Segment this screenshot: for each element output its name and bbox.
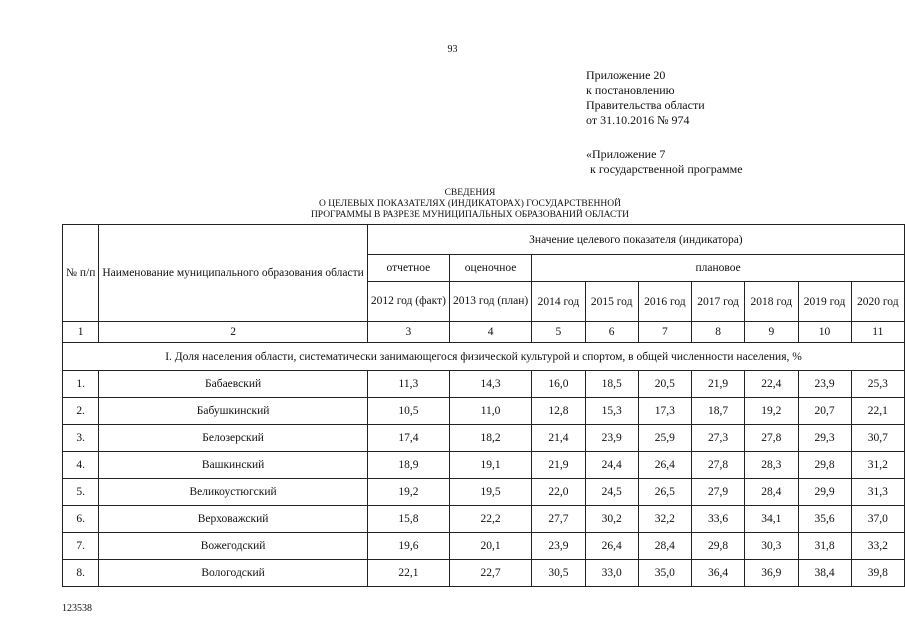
indicator-value: 18,7 <box>692 398 745 425</box>
indicator-value: 36,9 <box>745 560 798 587</box>
appendix-line: Правительства области <box>586 98 705 112</box>
indicator-value: 26,4 <box>638 452 691 479</box>
indicator-value: 27,3 <box>692 425 745 452</box>
municipality-name: Верховажский <box>99 506 367 533</box>
header-year: 2019 год <box>798 282 851 322</box>
column-number: 8 <box>692 322 745 343</box>
indicator-value: 12,8 <box>532 398 585 425</box>
header-year: 2017 год <box>692 282 745 322</box>
indicators-table <box>62 224 905 587</box>
indicator-value: 31,3 <box>851 479 904 506</box>
indicator-value: 21,9 <box>692 371 745 398</box>
appendix-block <box>586 68 705 128</box>
table-row <box>63 371 905 398</box>
column-number: 4 <box>449 322 531 343</box>
row-number: 5. <box>63 479 99 506</box>
indicator-value: 26,4 <box>585 533 638 560</box>
indicator-value: 11,0 <box>449 398 531 425</box>
indicator-value: 16,0 <box>532 371 585 398</box>
indicator-value: 18,9 <box>367 452 449 479</box>
indicator-value: 35,0 <box>638 560 691 587</box>
indicator-value: 28,4 <box>638 533 691 560</box>
column-number: 6 <box>585 322 638 343</box>
row-number: 7. <box>63 533 99 560</box>
municipality-name: Вашкинский <box>99 452 367 479</box>
indicator-value: 15,8 <box>367 506 449 533</box>
title-line: СВЕДЕНИЯ <box>444 188 496 198</box>
indicator-value: 30,7 <box>851 425 904 452</box>
table-row <box>63 425 905 452</box>
indicator-value: 19,2 <box>745 398 798 425</box>
indicator-value: 29,3 <box>798 425 851 452</box>
header-name: Наименование муниципального образования области <box>99 225 367 322</box>
indicator-value: 31,8 <box>798 533 851 560</box>
indicator-value: 37,0 <box>851 506 904 533</box>
appendix-line: от 31.10.2016 № 974 <box>586 113 690 127</box>
indicator-value: 23,9 <box>798 371 851 398</box>
row-number: 4. <box>63 452 99 479</box>
indicator-value: 30,5 <box>532 560 585 587</box>
indicator-value: 30,2 <box>585 506 638 533</box>
indicator-value: 27,8 <box>745 425 798 452</box>
row-number: 8. <box>63 560 99 587</box>
header-value-group: Значение целевого показателя (индикатора) <box>367 225 904 255</box>
indicator-value: 26,5 <box>638 479 691 506</box>
appendix-line: к постановлению <box>586 83 675 97</box>
indicator-value: 34,1 <box>745 506 798 533</box>
indicator-value: 33,0 <box>585 560 638 587</box>
title-line: ПРОГРАММЫ В РАЗРЕЗЕ МУНИЦИПАЛЬНЫХ ОБРАЗОВАНИЙ ОБЛАСТИ <box>310 210 630 220</box>
indicator-value: 29,9 <box>798 479 851 506</box>
column-number: 11 <box>851 322 904 343</box>
indicator-value: 18,5 <box>585 371 638 398</box>
indicator-value: 22,4 <box>745 371 798 398</box>
column-number: 5 <box>532 322 585 343</box>
indicator-value: 27,8 <box>692 452 745 479</box>
indicator-value: 29,8 <box>798 452 851 479</box>
indicator-value: 21,4 <box>532 425 585 452</box>
indicator-value: 22,2 <box>449 506 531 533</box>
table-row <box>63 533 905 560</box>
indicator-value: 31,2 <box>851 452 904 479</box>
indicator-value: 20,7 <box>798 398 851 425</box>
column-number: 3 <box>367 322 449 343</box>
column-numbers-row <box>63 322 905 343</box>
document-code: 123538 <box>62 603 92 614</box>
indicator-value: 17,4 <box>367 425 449 452</box>
municipality-name: Бабушкинский <box>99 398 367 425</box>
indicator-value: 23,9 <box>585 425 638 452</box>
appendix2-line: «Приложение 7 <box>586 147 666 161</box>
row-number: 6. <box>63 506 99 533</box>
indicator-value: 30,3 <box>745 533 798 560</box>
indicator-value: 24,5 <box>585 479 638 506</box>
title-line: О ЦЕЛЕВЫХ ПОКАЗАТЕЛЯХ (ИНДИКАТОРАХ) ГОСУДАРСТВЕННОЙ <box>319 199 621 209</box>
row-number: 3. <box>63 425 99 452</box>
indicator-value: 28,3 <box>745 452 798 479</box>
indicator-value: 33,2 <box>851 533 904 560</box>
page-number: 93 <box>447 44 458 55</box>
indicator-value: 19,2 <box>367 479 449 506</box>
indicator-value: 22,1 <box>851 398 904 425</box>
municipality-name: Белозерский <box>99 425 367 452</box>
header-year: 2020 год <box>851 282 904 322</box>
indicator-value: 28,4 <box>745 479 798 506</box>
header-row <box>63 225 905 255</box>
appendix-line: Приложение 20 <box>586 68 666 82</box>
indicator-value: 17,3 <box>638 398 691 425</box>
appendix2-line: к государственной программе <box>590 162 743 176</box>
document-title <box>0 188 905 221</box>
indicator-value: 25,9 <box>638 425 691 452</box>
header-year: 2014 год <box>532 282 585 322</box>
indicator-value: 22,0 <box>532 479 585 506</box>
header-year: 2013 год (план) <box>449 282 531 322</box>
indicator-value: 36,4 <box>692 560 745 587</box>
row-number: 2. <box>63 398 99 425</box>
header-planned: плановое <box>532 255 905 282</box>
header-year: 2016 год <box>638 282 691 322</box>
table-row <box>63 560 905 587</box>
indicator-value: 22,7 <box>449 560 531 587</box>
indicator-value: 38,4 <box>798 560 851 587</box>
indicator-value: 19,1 <box>449 452 531 479</box>
column-number: 9 <box>745 322 798 343</box>
appendix2-block <box>586 147 743 177</box>
indicator-value: 27,9 <box>692 479 745 506</box>
indicator-value: 39,8 <box>851 560 904 587</box>
column-number: 1 <box>63 322 99 343</box>
header-num: № п/п <box>63 225 99 322</box>
indicator-value: 18,2 <box>449 425 531 452</box>
table-row <box>63 398 905 425</box>
row-number: 1. <box>63 371 99 398</box>
indicator-value: 27,7 <box>532 506 585 533</box>
header-year: 2015 год <box>585 282 638 322</box>
column-number: 10 <box>798 322 851 343</box>
section-row <box>63 343 905 371</box>
header-reported: отчетное <box>367 255 449 282</box>
column-number: 7 <box>638 322 691 343</box>
indicator-value: 14,3 <box>449 371 531 398</box>
municipality-name: Бабаевский <box>99 371 367 398</box>
indicator-value: 20,1 <box>449 533 531 560</box>
table-row <box>63 479 905 506</box>
indicator-value: 11,3 <box>367 371 449 398</box>
header-estimated: оценочное <box>449 255 531 282</box>
indicator-value: 33,6 <box>692 506 745 533</box>
municipality-name: Великоустюгский <box>99 479 367 506</box>
table-row <box>63 452 905 479</box>
indicator-value: 35,6 <box>798 506 851 533</box>
header-year: 2012 год (факт) <box>367 282 449 322</box>
table-row <box>63 506 905 533</box>
indicator-value: 15,3 <box>585 398 638 425</box>
indicator-value: 10,5 <box>367 398 449 425</box>
indicator-value: 19,5 <box>449 479 531 506</box>
indicator-value: 22,1 <box>367 560 449 587</box>
column-number: 2 <box>99 322 367 343</box>
indicator-value: 21,9 <box>532 452 585 479</box>
municipality-name: Вологодский <box>99 560 367 587</box>
indicator-value: 20,5 <box>638 371 691 398</box>
indicator-value: 32,2 <box>638 506 691 533</box>
indicator-value: 24,4 <box>585 452 638 479</box>
indicator-value: 25,3 <box>851 371 904 398</box>
indicator-value: 29,8 <box>692 533 745 560</box>
header-year: 2018 год <box>745 282 798 322</box>
indicator-value: 19,6 <box>367 533 449 560</box>
indicator-value: 23,9 <box>532 533 585 560</box>
municipality-name: Вожегодский <box>99 533 367 560</box>
section-title: I. Доля населения области, систематически занимающегося физической культурой и спортом, в общей численности населения, % <box>63 343 905 371</box>
